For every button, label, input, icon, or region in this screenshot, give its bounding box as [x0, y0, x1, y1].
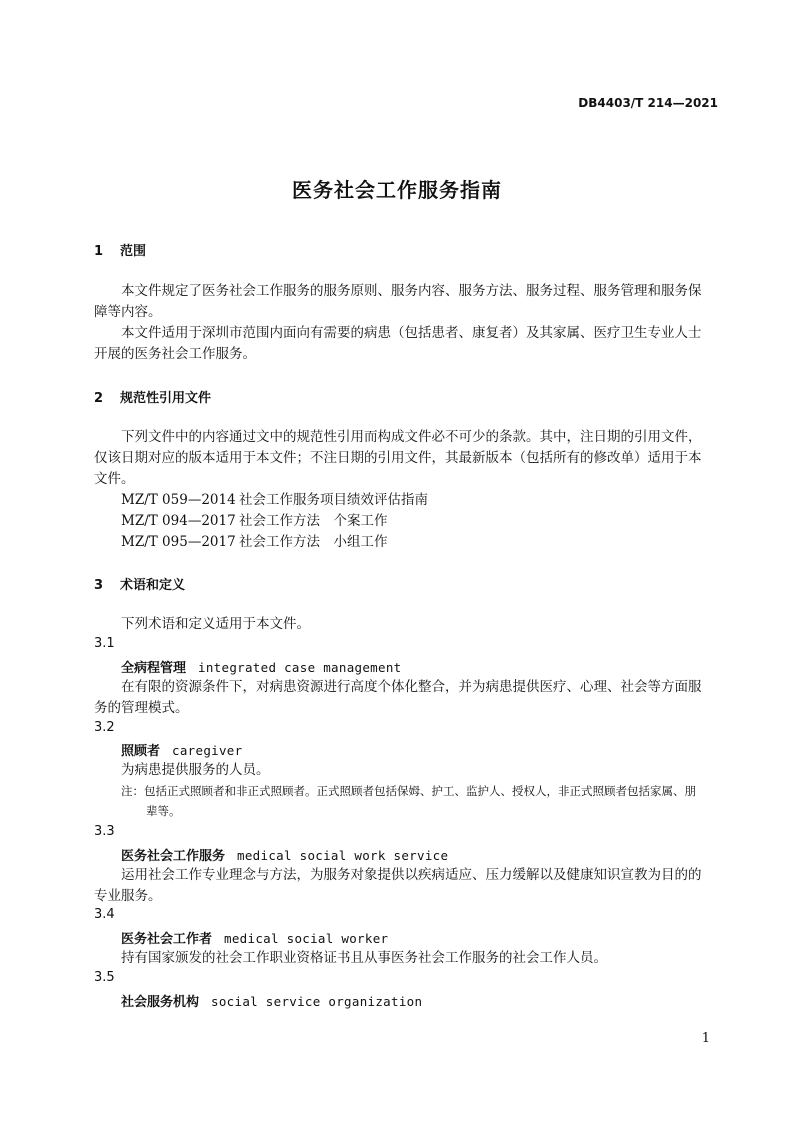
term-definition-line-2: 务的管理模式。 — [94, 700, 189, 716]
reference-code: MZ/T 059—2014 — [121, 492, 236, 508]
term-chinese: 医务社会工作服务 — [121, 849, 226, 864]
term-english: medical social worker — [224, 931, 389, 946]
reference-title: 社会工作方法 小组工作 — [239, 534, 388, 550]
term-heading — [121, 740, 242, 759]
term-number: 3.5 — [94, 970, 115, 985]
terms-intro: 下列术语和定义适用于本文件。 — [121, 616, 310, 632]
reference-item — [121, 511, 388, 532]
section-heading-scope — [94, 240, 146, 259]
references-paragraph-line-3: 文件。 — [94, 471, 135, 487]
references-paragraph-line-1: 下列文件中的内容通过文中的规范性引用而构成文件必不可少的条款。其中，注日期的引用文件， — [121, 429, 702, 445]
term-english: caregiver — [172, 743, 243, 758]
section-title: 范围 — [120, 244, 147, 259]
term-note-line-2: 辈等。 — [146, 804, 181, 818]
scope-paragraph-1-line-2: 障等内容。 — [94, 304, 162, 320]
term-english: medical social work service — [237, 848, 449, 863]
term-definition-line-1: 运用社会工作专业理念与方法，为服务对象提供以疾病适应、压力缓解以及健康知识宣教为目的的 — [121, 867, 702, 883]
document-title: 医务社会工作服务指南 — [292, 178, 502, 202]
term-definition-line-1: 在有限的资源条件下，对病患资源进行高度个体化整合，并为病患提供医疗、心理、社会等方面服 — [121, 679, 702, 695]
term-chinese: 医务社会工作者 — [121, 932, 213, 947]
term-chinese: 社会服务机构 — [121, 995, 200, 1010]
term-number: 3.2 — [94, 720, 115, 735]
scope-paragraph-2-line-2: 开展的医务社会工作服务。 — [94, 346, 256, 362]
section-number: 1 — [94, 244, 104, 259]
term-number: 3.3 — [94, 824, 115, 839]
term-heading — [121, 657, 401, 676]
section-number: 2 — [94, 391, 104, 406]
term-heading — [121, 928, 388, 947]
term-chinese: 照顾者 — [121, 744, 161, 759]
section-number: 3 — [94, 578, 104, 593]
section-title: 术语和定义 — [120, 578, 186, 593]
scope-paragraph-1-line-1: 本文件规定了医务社会工作服务的服务原则、服务内容、服务方法、服务过程、服务管理和服务保 — [121, 283, 702, 299]
reference-title: 社会工作服务项目绩效评估指南 — [239, 492, 428, 508]
term-note-line-1: 注：包括正式照顾者和非正式照顾者。正式照顾者包括保姆、护工、监护人、授权人，非正式照顾者包括家属、朋 — [121, 784, 696, 798]
term-definition-line-1: 持有国家颁发的社会工作职业资格证书且从事医务社会工作服务的社会工作人员。 — [121, 950, 607, 966]
term-heading — [121, 845, 448, 864]
term-definition-line-1: 为病患提供服务的人员。 — [121, 762, 270, 778]
section-heading-normative-references — [94, 387, 211, 406]
reference-code: MZ/T 094—2017 — [121, 513, 236, 529]
reference-code: MZ/T 095—2017 — [121, 534, 236, 550]
term-heading — [121, 991, 422, 1010]
references-paragraph-line-2: 仅该日期对应的版本适用于本文件；不注日期的引用文件，其最新版本（包括所有的修改单）适用于本 — [94, 450, 702, 466]
term-english: social service organization — [211, 994, 423, 1009]
section-title: 规范性引用文件 — [120, 391, 212, 406]
term-chinese: 全病程管理 — [121, 661, 187, 676]
term-definition-line-2: 专业服务。 — [94, 888, 162, 904]
section-heading-terms-definitions — [94, 574, 185, 593]
scope-paragraph-2-line-1: 本文件适用于深圳市范围内面向有需要的病患（包括患者、康复者）及其家属、医疗卫生专业人士 — [121, 325, 702, 341]
document-code: DB4403/T 214—2021 — [578, 96, 718, 110]
page-number: 1 — [701, 1031, 710, 1046]
term-number: 3.4 — [94, 907, 115, 922]
reference-item — [121, 532, 388, 553]
term-number: 3.1 — [94, 636, 115, 651]
reference-item — [121, 490, 428, 511]
term-english: integrated case management — [198, 660, 402, 675]
reference-title: 社会工作方法 个案工作 — [239, 513, 388, 529]
